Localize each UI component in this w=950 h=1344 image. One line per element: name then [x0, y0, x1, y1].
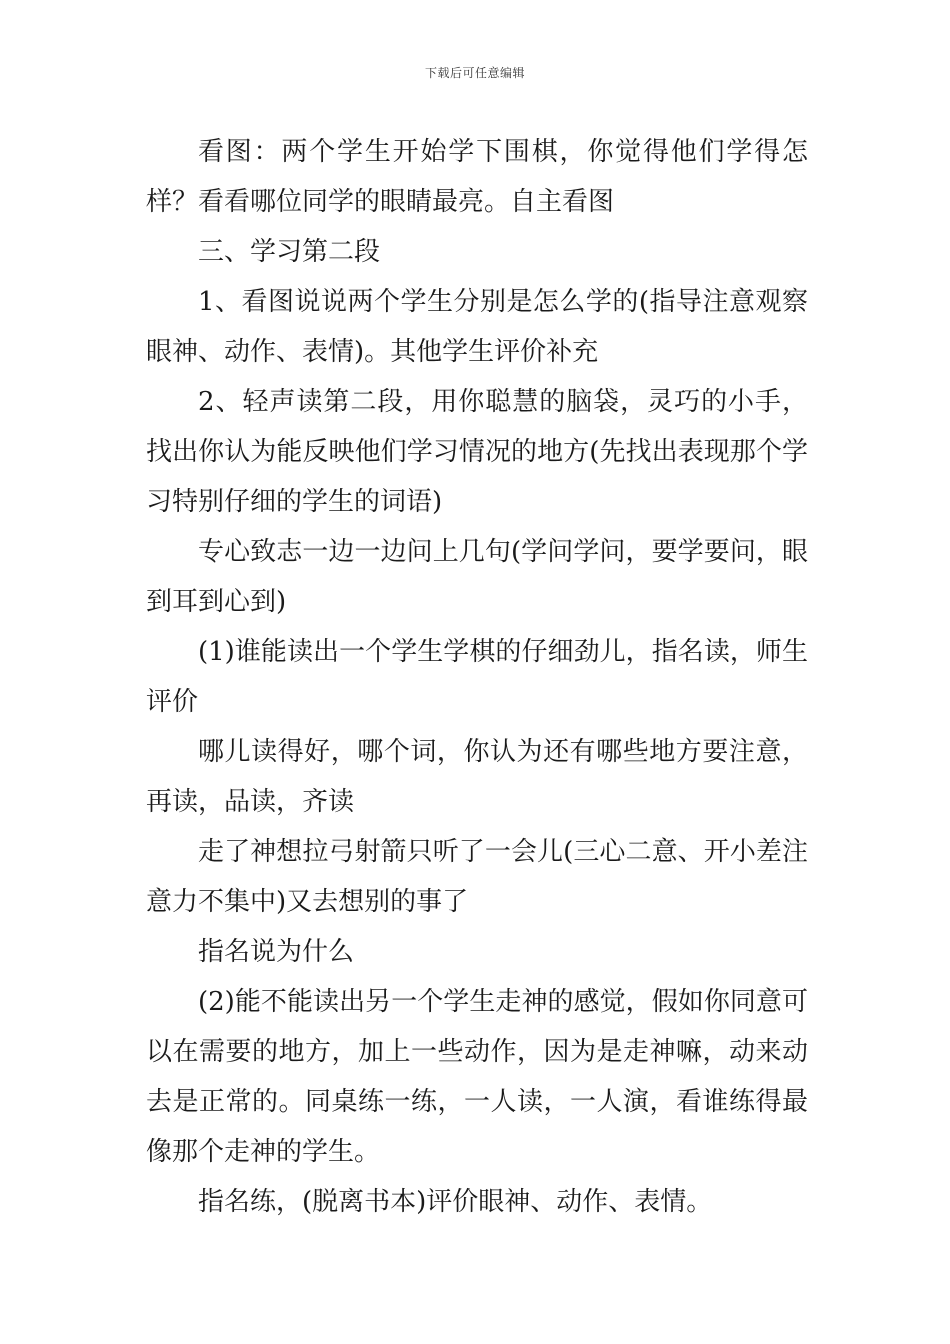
- paragraph-focused-student: 专心致志一边一边问上几句(学问学问，要学要问，眼到耳到心到): [146, 537, 808, 617]
- paragraph-explain-why: 指名说为什么: [198, 937, 355, 967]
- page-header-note: 下载后可任意编辑: [424, 66, 525, 80]
- paragraph-item-2: (2)能不能读出另一个学生走神的感觉，假如你同意可以在需要的地方，加上一些动作，因为是走神嘛，动来动去是正常的。同桌练一练，一人读，一人演，看谁练得最像那个走神的学生。: [146, 987, 808, 1167]
- paragraph-item-1: (1)谁能读出一个学生学棋的仔细劲儿，指名读，师生评价: [146, 637, 808, 717]
- section-heading-part-two: 三、学习第二段: [198, 237, 381, 267]
- paragraph-read-well: 哪儿读得好，哪个词，你认为还有哪些地方要注意，再读，品读，齐读: [146, 737, 808, 817]
- paragraph-distracted-student: 走了神想拉弓射箭只听了一会儿(三心二意、开小差注意力不集中)又去想别的事了: [146, 837, 808, 917]
- paragraph-practice: 指名练，(脱离书本)评价眼神、动作、表情。: [198, 1187, 713, 1217]
- paragraph-step-2: 2、轻声读第二段，用你聪慧的脑袋，灵巧的小手，找出你认为能反映他们学习情况的地方(先找出表现那个学习特别仔细的学生的词语): [146, 387, 808, 517]
- paragraph-look-at-picture: 看图：两个学生开始学下围棋，你觉得他们学得怎样？看看哪位同学的眼睛最亮。自主看图: [146, 137, 808, 217]
- paragraph-step-1: 1、看图说说两个学生分别是怎么学的(指导注意观察眼神、动作、表情)。其他学生评价补充: [146, 287, 808, 367]
- document-body: [146, 127, 808, 1227]
